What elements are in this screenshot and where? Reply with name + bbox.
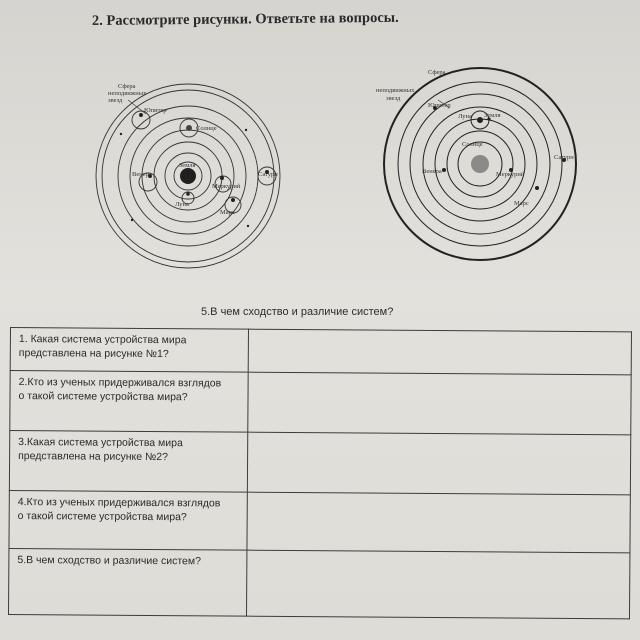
label-moon: Луна <box>458 113 472 120</box>
label-jupiter: Юпитер <box>428 102 451 109</box>
star-dot-icon <box>245 129 247 131</box>
question-table <box>8 327 632 619</box>
tychonic-diagram <box>370 60 590 270</box>
mars-icon <box>231 198 235 202</box>
question-cell <box>10 328 249 373</box>
table-row <box>10 371 631 435</box>
question-text: о такой системе устройства мира? <box>18 390 188 404</box>
label-fixed-stars-1: неподвижных <box>376 87 415 94</box>
question-text: о такой системе устройства мира? <box>17 510 187 524</box>
mars-icon <box>535 186 539 190</box>
jupiter-icon <box>139 113 143 117</box>
table-row <box>9 490 630 552</box>
comparison-caption: 5.В чем сходство и различие систем? <box>201 306 394 318</box>
question-text: 2.Кто из ученых придерживался взглядов <box>18 376 222 390</box>
star-dot-icon <box>120 133 122 135</box>
label-sphere: Сфера <box>118 83 136 90</box>
label-venus: Венера <box>422 168 442 175</box>
label-moon: Луна <box>175 201 189 208</box>
label-sphere: Сфера <box>428 69 446 76</box>
label-saturn: Сатурн <box>258 171 278 178</box>
answer-cell[interactable] <box>247 550 630 619</box>
venus-icon <box>442 168 446 172</box>
mercury-icon <box>220 176 224 180</box>
question-text: 3.Какая система устройства мира <box>18 436 183 450</box>
label-fixed-stars-2: звезд <box>386 95 401 102</box>
answer-cell[interactable] <box>248 432 631 495</box>
question-cell <box>8 548 247 616</box>
question-text: 4.Кто из ученых придерживался взглядов <box>17 496 221 510</box>
geocentric-diagram <box>88 78 288 278</box>
sun-icon <box>471 155 489 173</box>
question-cell <box>9 490 248 550</box>
question-text: 5.В чем сходство и различие систем? <box>17 554 202 568</box>
question-cell <box>9 431 248 493</box>
label-sun: Солнце <box>462 141 483 148</box>
label-saturn: Сатурн <box>554 154 574 161</box>
label-venus: Венера <box>132 171 152 178</box>
table-row <box>8 548 629 618</box>
label-fixed-stars-1: неподвижных <box>108 90 147 97</box>
question-text: 1. Какая система устройства мира <box>18 333 187 347</box>
label-jupiter: Юпитер <box>144 107 167 114</box>
label-sun: Солнце <box>196 125 217 132</box>
label-mercury: Меркурий <box>212 183 241 190</box>
label-fixed-stars-2: звезд <box>108 97 123 104</box>
label-earth: Земля <box>484 112 501 119</box>
label-mars: Марс <box>514 200 529 207</box>
label-earth: Земля <box>179 162 196 169</box>
label-mars: Марс <box>220 209 235 216</box>
sun-icon <box>186 125 192 131</box>
star-dot-icon <box>131 219 133 221</box>
label-mercury: Меркурий <box>496 171 525 178</box>
earth-icon <box>477 117 483 123</box>
star-dot-icon <box>247 225 249 227</box>
question-cell <box>10 371 249 433</box>
answer-cell[interactable] <box>249 329 632 375</box>
table-row <box>9 431 630 495</box>
answer-cell[interactable] <box>248 372 631 435</box>
table-row <box>10 328 631 375</box>
question-text: представлена на рисунке №2? <box>18 450 169 464</box>
moon-icon <box>186 192 190 196</box>
question-text: представлена на рисунке №1? <box>18 347 169 361</box>
task-heading: 2. Рассмотрите рисунки. Ответьте на вопросы. <box>91 9 399 29</box>
earth-icon <box>180 168 196 184</box>
answer-cell[interactable] <box>247 492 630 553</box>
